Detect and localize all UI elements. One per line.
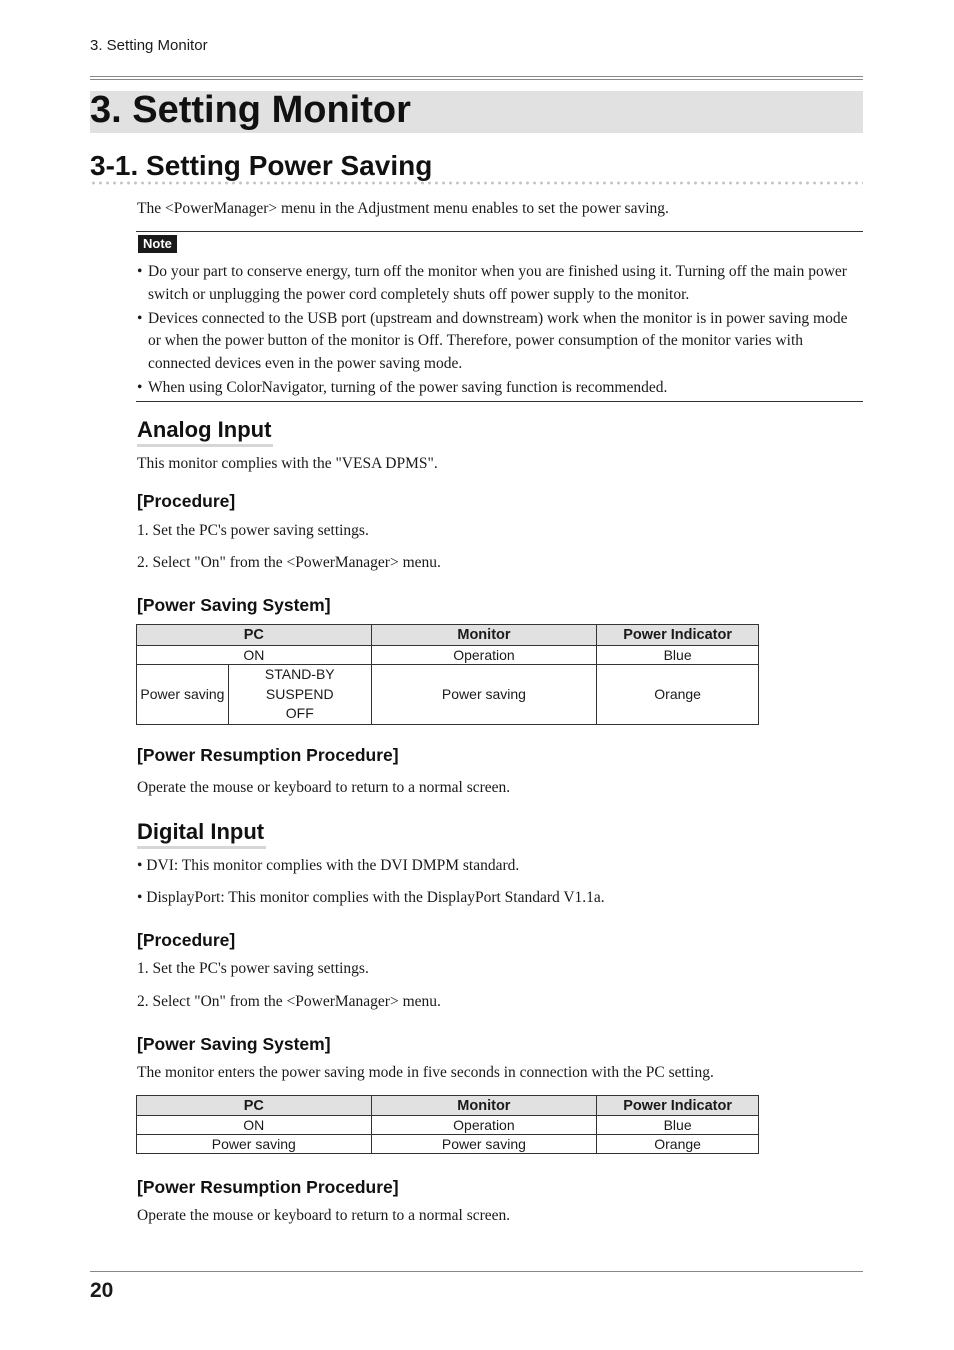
digital-procedure-step: 2. Select "On" from the <PowerManager> menu. [137, 993, 441, 1010]
digital-system-text: The monitor enters the power saving mode in five seconds in connection with the PC setting. [137, 1064, 714, 1081]
header-monitor: Monitor [371, 1096, 597, 1116]
digital-procedure-heading: [Procedure] [137, 930, 236, 950]
note-item [137, 377, 852, 400]
header-rule [90, 76, 863, 77]
mode-standby: STAND-BY [264, 666, 335, 682]
note-item [137, 308, 852, 376]
table-row [137, 646, 759, 665]
note-item [137, 261, 852, 306]
digital-power-table [136, 1095, 759, 1154]
header-power-indicator: Power Indicator [597, 625, 759, 646]
table-cell: Power saving [137, 665, 229, 725]
digital-bullet: • DVI: This monitor complies with the DVI DMPM standard. [137, 857, 520, 874]
table-cell-modes [228, 665, 371, 725]
analog-resumption-heading: [Power Resumption Procedure] [137, 745, 399, 765]
digital-resumption-text: Operate the mouse or keyboard to return to a normal screen. [137, 1207, 511, 1224]
digital-bullet: • DisplayPort: This monitor complies with the DisplayPort Standard V1.1a. [137, 889, 605, 906]
analog-procedure-step: 2. Select "On" from the <PowerManager> menu. [137, 554, 441, 571]
table-cell: Blue [597, 1116, 759, 1135]
analog-procedure-heading: [Procedure] [137, 491, 236, 511]
analog-input-heading: Analog Input [137, 417, 272, 442]
header-power-indicator: Power Indicator [597, 1096, 759, 1116]
note-top-rule [136, 231, 863, 232]
digital-input-heading: Digital Input [137, 819, 265, 844]
table-row [137, 1116, 759, 1135]
bullet: • [137, 263, 143, 280]
analog-system-heading: [Power Saving System] [137, 595, 331, 615]
section-title-dotted-rule [90, 181, 863, 185]
mode-off: OFF [285, 705, 314, 721]
mode-suspend: SUSPEND [265, 685, 334, 702]
section-title: 3-1. Setting Power Saving [90, 150, 433, 181]
running-header: 3. Setting Monitor [90, 37, 208, 54]
header-pc: PC [137, 625, 372, 646]
table-cell: Blue [597, 646, 759, 665]
bullet: • [137, 309, 143, 327]
table-cell: Operation [371, 1116, 597, 1135]
note-item-text: Devices connected to the USB port (upstream and downstream) work when the monitor is in power saving mode or when the power button of the monitor is Off. Therefore, power consumption of the monitor varies with connected devices even in the power saving mode. [148, 309, 848, 372]
note-item-text: When using ColorNavigator, turning of the power saving function is recommended. [148, 378, 668, 396]
digital-resumption-heading: [Power Resumption Procedure] [137, 1177, 399, 1197]
table-cell: ON [137, 1116, 372, 1135]
table-cell: Orange [597, 665, 759, 725]
table-cell: Operation [371, 646, 597, 665]
analog-procedure-step: 1. Set the PC's power saving settings. [137, 522, 369, 539]
intro-text: The <PowerManager> menu in the Adjustment menu enables to set the power saving. [137, 200, 669, 217]
analog-description: This monitor complies with the "VESA DPMS". [137, 455, 438, 472]
header-monitor: Monitor [371, 625, 597, 646]
table-cell: Power saving [371, 1135, 597, 1154]
table-header-row [137, 625, 759, 646]
note-item-text: Do your part to conserve energy, turn off the monitor when you are finished using it. Turning off the main power switch or unplugging the power cord completely shuts off power supply to the monitor. [148, 263, 847, 303]
note-label: Note [138, 235, 177, 253]
digital-procedure-step: 1. Set the PC's power saving settings. [137, 960, 369, 977]
analog-resumption-text: Operate the mouse or keyboard to return to a normal screen. [137, 779, 511, 796]
header-rule [90, 79, 863, 80]
table-cell: ON [137, 646, 372, 665]
chapter-title: 3. Setting Monitor [90, 89, 411, 131]
table-header-row [137, 1096, 759, 1116]
table-cell: Power saving [371, 665, 597, 725]
footer-rule [90, 1271, 863, 1272]
note-list [137, 261, 852, 401]
digital-system-heading: [Power Saving System] [137, 1034, 331, 1054]
digital-heading-underline [137, 846, 266, 849]
page-number: 20 [90, 1279, 114, 1302]
table-cell: Power saving [137, 1135, 372, 1154]
bullet: • [137, 378, 143, 396]
analog-power-table [136, 624, 759, 725]
table-row [137, 665, 759, 725]
table-row [137, 1135, 759, 1154]
note-bottom-rule [136, 401, 863, 402]
table-cell: Orange [597, 1135, 759, 1154]
analog-heading-underline [137, 444, 273, 447]
header-pc: PC [137, 1096, 372, 1116]
